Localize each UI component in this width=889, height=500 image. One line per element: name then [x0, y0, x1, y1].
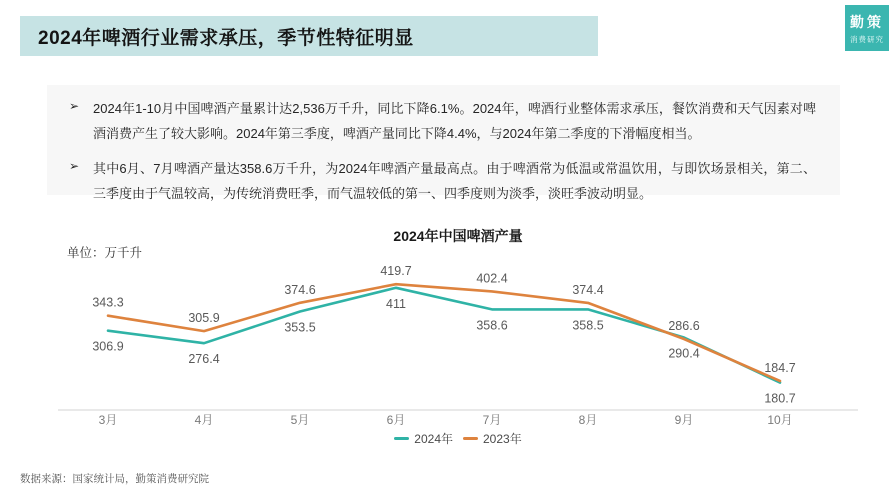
bullet-text: 其中6月、7月啤酒产量达358.6万千升，为2024年啤酒产量最高点。由于啤酒常为低温或常温饮用，与即饮场景相关，第二、三季度由于气温较高，为传统消费旺季，而气温较低的第一、四季度则为淡季，淡旺季波动明显。 [93, 160, 816, 202]
data-label: 419.7 [380, 264, 412, 279]
list-item [69, 96, 816, 147]
series-line-2024年 [108, 288, 780, 383]
data-source-note: 数据来源：国家统计局，勤策消费研究院 [20, 473, 209, 485]
data-label: 276.4 [188, 352, 220, 367]
line-chart-canvas [56, 252, 860, 430]
legend-item [394, 430, 453, 447]
legend-swatch-icon [463, 437, 478, 440]
legend-label: 2024年 [414, 431, 453, 446]
summary-panel [47, 85, 840, 202]
bullet-arrow-icon: ➢ [69, 158, 80, 173]
list-item [69, 156, 816, 207]
data-label: 306.9 [92, 339, 124, 354]
bullet-arrow-icon: ➢ [69, 99, 80, 113]
data-label: 374.6 [284, 282, 316, 297]
line-chart [56, 252, 860, 430]
legend-item [463, 430, 522, 447]
brand-logo [845, 5, 889, 51]
chart-legend [56, 430, 860, 446]
data-label: 290.4 [668, 346, 700, 361]
bullet-text: 2024年1-10月中国啤酒产量累计达2,536万千升，同比下降6.1%。2024年，啤酒行业整体需求承压，餐饮消费和天气因素对啤酒消费产生了较大影响。2024年第三季度，啤酒产量同比下降4.4%，与2024年第二季度的下滑幅度相当。 [93, 101, 816, 142]
data-label: 184.7 [764, 361, 796, 375]
chart-title: 2024年中国啤酒产量 [393, 228, 523, 244]
data-label: 305.9 [188, 311, 220, 326]
x-tick-label: 10月 [767, 413, 793, 427]
brand-logo-subtitle: 消费研究 [850, 34, 884, 44]
data-label: 353.5 [284, 320, 316, 335]
x-tick-label: 6月 [386, 413, 406, 427]
data-label: 411 [386, 296, 406, 311]
data-label: 343.3 [92, 295, 124, 310]
data-label: 286.6 [668, 319, 700, 333]
page-title: 2024年啤酒行业需求承压，季节性特征明显 [38, 27, 414, 49]
legend-swatch-icon [394, 437, 409, 440]
slide-title-bar [20, 16, 598, 56]
brand-logo-name: 勤策 [850, 13, 884, 30]
data-label: 180.7 [764, 391, 796, 406]
x-tick-label: 5月 [290, 413, 310, 427]
x-tick-label: 9月 [674, 413, 694, 427]
x-tick-label: 3月 [98, 413, 118, 427]
data-label: 358.6 [476, 318, 508, 333]
data-label: 402.4 [476, 271, 508, 286]
chart-unit-label: 单位：万千升 [67, 246, 143, 260]
x-tick-label: 4月 [194, 413, 214, 427]
x-tick-label: 7月 [482, 413, 502, 427]
legend-label: 2023年 [483, 431, 522, 446]
data-label: 358.5 [572, 318, 604, 333]
data-label: 374.4 [572, 282, 604, 297]
x-tick-label: 8月 [578, 413, 598, 427]
